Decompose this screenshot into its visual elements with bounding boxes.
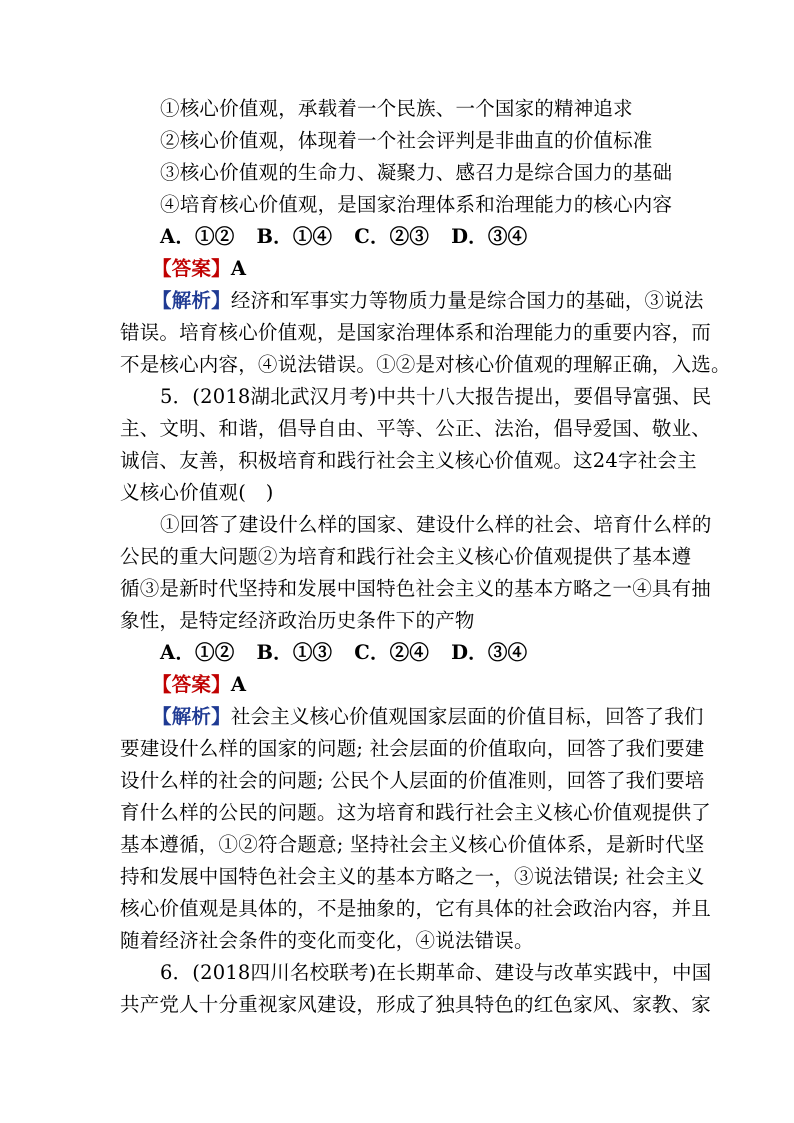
q6-stem-line-1: 6．(2018四川名校联考)在长期革命、建设与改革实践中，中国 bbox=[160, 961, 712, 984]
q5-stem-line-2: 主、文明、和谐，倡导自由、平等、公正、法治，倡导爱国、敬业、 bbox=[120, 417, 712, 440]
q5-options bbox=[160, 638, 720, 668]
q5-analysis-line-6: 持和发展中国特色社会主义的基本方略之一，③说法错误; 社会主义 bbox=[120, 865, 705, 888]
q4-answer bbox=[152, 254, 672, 284]
q5-answer bbox=[152, 670, 672, 700]
q5-option-b: B．①③ bbox=[256, 641, 333, 664]
q5-analysis-line-7: 核心价值观是具体的，不是抽象的，它有具体的社会政治内容，并且 bbox=[120, 897, 712, 920]
q5-statements-line-4: 象性，是特定经济政治历史条件下的产物 bbox=[120, 609, 475, 632]
q5-analysis-line-1 bbox=[152, 702, 704, 732]
q5-option-c: C．②④ bbox=[354, 641, 430, 664]
q4-statement-2: ②核心价值观，体现着一个社会评判是非曲直的价值标准 bbox=[160, 129, 653, 152]
q4-option-c: C．②③ bbox=[354, 225, 430, 248]
q4-analysis-line-1 bbox=[152, 286, 704, 316]
q5-statements-line-1: ①回答了建设什么样的国家、建设什么样的社会、培育什么样的 bbox=[160, 513, 712, 536]
q4-statement-3: ③核心价值观的生命力、凝聚力、感召力是综合国力的基础 bbox=[160, 161, 673, 184]
q5-analysis-line-5: 基本遵循，①②符合题意; 坚持社会主义核心价值体系，是新时代坚 bbox=[120, 833, 705, 856]
q5-stem-line-4: 义核心价值观( ) bbox=[120, 481, 274, 504]
q5-statements-line-3: 循③是新时代坚持和发展中国特色社会主义的基本方略之一④具有抽 bbox=[120, 577, 712, 600]
q5-analysis-line-4: 育什么样的公民的问题。这为培育和践行社会主义核心价值观提供了 bbox=[120, 801, 712, 824]
answer-tag: 【答案】 bbox=[152, 673, 231, 696]
answer-tag: 【答案】 bbox=[152, 257, 231, 280]
q4-option-b: B．①④ bbox=[256, 225, 333, 248]
analysis-text: 社会主义核心价值观国家层面的价值目标，回答了我们 bbox=[230, 705, 704, 728]
q4-options bbox=[160, 222, 720, 252]
q4-option-a: A．①② bbox=[160, 225, 235, 248]
q4-statement-4: ④培育核心价值观，是国家治理体系和治理能力的核心内容 bbox=[160, 193, 673, 216]
q5-analysis-line-3: 设什么样的社会的问题; 公民个人层面的价值准则，回答了我们要培 bbox=[120, 769, 705, 792]
answer-value: A bbox=[230, 673, 247, 696]
q6-stem-line-2: 共产党人十分重视家风建设，形成了独具特色的红色家风、家教、家 bbox=[120, 993, 712, 1016]
q5-analysis-line-2: 要建设什么样的国家的问题; 社会层面的价值取向，回答了我们要建 bbox=[120, 737, 705, 760]
q5-option-d: D．③④ bbox=[451, 641, 528, 664]
analysis-tag: 【解析】 bbox=[152, 289, 231, 312]
q4-analysis-line-3: 不是核心内容，④说法错误。①②是对核心价值观的理解正确，入选。 bbox=[120, 353, 731, 376]
q5-option-a: A．①② bbox=[160, 641, 235, 664]
q4-analysis-line-2: 错误。培育核心价值观，是国家治理体系和治理能力的重要内容，而 bbox=[120, 321, 712, 344]
q5-stem-line-3: 诚信、友善，积极培育和践行社会主义核心价值观。这24字社会主 bbox=[120, 449, 697, 472]
q5-stem-line-1: 5．(2018湖北武汉月考)中共十八大报告提出，要倡导富强、民 bbox=[160, 385, 712, 408]
analysis-tag: 【解析】 bbox=[152, 705, 231, 728]
q4-option-d: D．③④ bbox=[451, 225, 528, 248]
answer-value: A bbox=[230, 257, 247, 280]
analysis-text: 经济和军事实力等物质力量是综合国力的基础，③说法 bbox=[230, 289, 704, 312]
q4-statement-1: ①核心价值观，承载着一个民族、一个国家的精神追求 bbox=[160, 97, 633, 120]
q5-analysis-line-8: 随着经济社会条件的变化而变化，④说法错误。 bbox=[120, 929, 534, 952]
q5-statements-line-2: 公民的重大问题②为培育和践行社会主义核心价值观提供了基本遵 bbox=[120, 545, 692, 568]
